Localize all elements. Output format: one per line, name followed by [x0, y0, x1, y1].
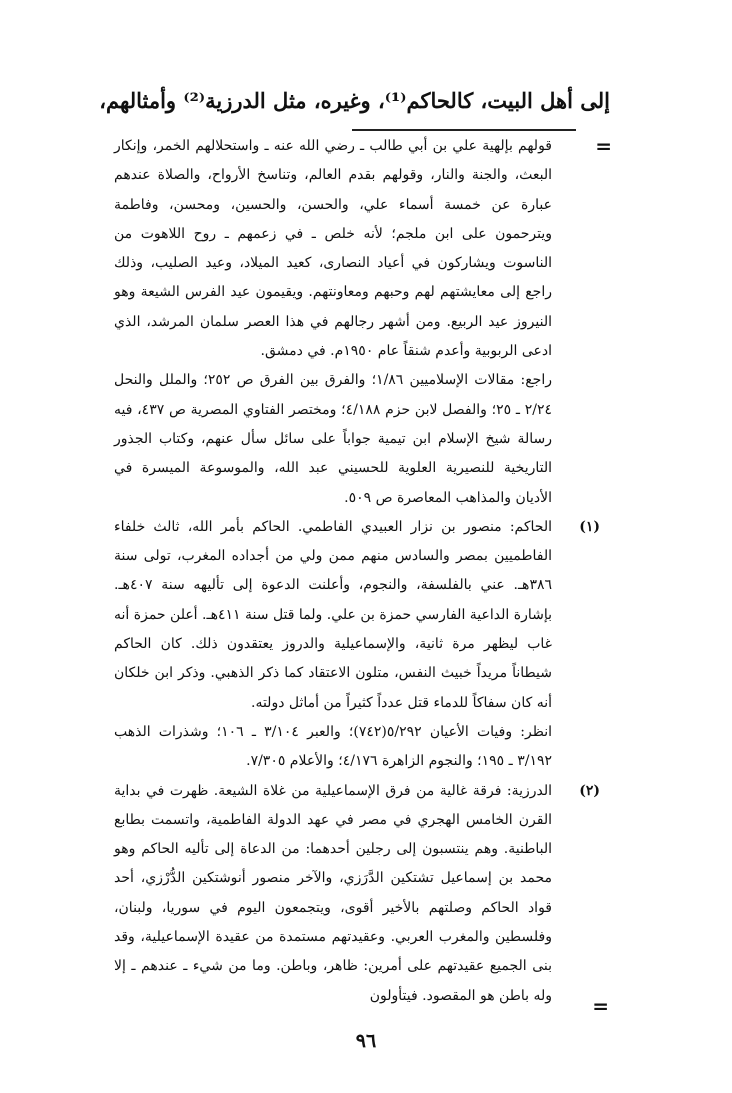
page-number: ٩٦: [355, 1030, 377, 1052]
footnote-number: (٢): [579, 782, 600, 799]
footnote-references: انظر: وفيات الأعيان ٥/٢٩٢(٧٤٢)؛ والعبر ٣/١٠٤ ـ ١٠٦؛ وشذرات الذهب ٣/١٩٢ ـ ١٩٥؛ والنجوم الزاهرة ٤/١٧٦؛ والأعلام ٧/٣٠٥.: [114, 723, 552, 770]
footnote-references: راجع: مقالات الإسلاميين ١/٨٦؛ والفرق بين الفرق ص ٢٥٢؛ والملل والنحل ٢/٢٤ ـ ٢٥؛ والفصل لابن حزم ٤/١٨٨؛ ومختصر الفتاوي المصرية ص ٤٣٧، فيه رسالة شيخ الإسلام ابن تيمية جواباً على سائل سأل عنهم، وكتاب الجذور التاريخية للنصيرية العلوية للحسيني عبد الله، والموسوعة الميسرة في الأديان والمذاهب المعاصرة ص ٥٠٩.: [114, 372, 552, 506]
footnote-paragraph: الحاكم: منصور بن نزار العبيدي الفاطمي. الحاكم بأمر الله، ثالث خلفاء الفاطميين بمصر والسادس منهم ممن ولي من أجداده المغرب، تولى سنة ٣٨٦هـ. عني بالفلسفة، والنجوم، وأعلنت الدعوة إلى تأليهه سنة ٤٠٧هـ. بإشارة الداعية الفارسي حمزة بن علي. ولما قتل سنة ٤١١هـ. أعلن حمزة أنه غاب ليظهر مرة ثانية، والإسماعيلية والدروز يعتقدون ذلك. كان الحاكم شيطاناً مريداً خبيث النفس، متلون الاعتقاد كما ذكر الذهبي. وذكر ابن خلكان أنه كان سفاكاً للدماء قتل عدداً كثيراً من أماثل دولته.: [114, 518, 553, 711]
footnote-paragraph: قولهم بإلهية علي بن أبي طالب ـ رضي الله عنه ـ واستحلالهم الخمر، وإنكار البعث، والجنة والنار، وقولهم بقدم العالم، وتناسخ الأرواح، والصلاة عندهم عبارة عن خمسة أسماء علي، والحسن، والحسين، ومحسن، وفاطمة ويترحمون على ابن ملجم؛ لأنه خلص ـ في زعمهم ـ روح اللاهوت من الناسوت ويشاركون في أعياد النصارى، كعيد الميلاد، وعيد الصليب، وذلك راجع إلى معايشتهم لهم وحبهم ومعاونتهم. ويقيمون عيد الفرس الشيعة وهو النيروز عيد الربيع. ومن أشهر رجالهم في هذا العصر سلمان المرشد، الذي ادعى الربوبية وأعدم شنقاً عام ١٩٥٠م. في دمشق.: [114, 138, 552, 360]
continued-footnote: [114, 132, 552, 513]
footnotes-area: [114, 132, 600, 1011]
footnote-2: [114, 777, 600, 1011]
footnote-paragraph: الدرزية: فرقة غالية من فرق الإسماعيلية من غلاة الشيعة. ظهرت في بداية القرن الخامس الهجري في مصر في عهد الدولة الفاطمية، واتسمت بطابع الباطنية. وهم ينتسبون إلى رجلين أحدهما: من الدعاة إلى تأليه الحاكم وهو محمد بن إسماعيل تشتكين الدَّرَزي، والآخر منصور أنوشتكين الدُّرْزي، أحد قواد الحاكم وصلتهم بالأخير أقوى، ويتجمعون اليوم في سوريا، ولبنان، وفلسطين والمغرب العربي. وعقيدتهم مستمدة من عقيدة الإسماعيلية، وقد بنى الجميع عقيدتهم على أمرين: ظاهر، وباطن. وما من شيء ـ عندهم ـ إلا وله باطن هو المقصود. فيتأولون: [114, 782, 553, 1004]
continuation-mark-top: =: [595, 134, 612, 158]
footnote-1: [114, 513, 600, 777]
footnote-separator-rule: [352, 129, 576, 131]
footnote-number: (١): [579, 518, 600, 535]
main-text-line: إلى أهل البيت، كالحاكم⁽¹⁾، وغيره، مثل الدرزية⁽²⁾ وأمثالهم،: [99, 88, 610, 113]
continuation-mark-bottom: =: [592, 994, 609, 1018]
